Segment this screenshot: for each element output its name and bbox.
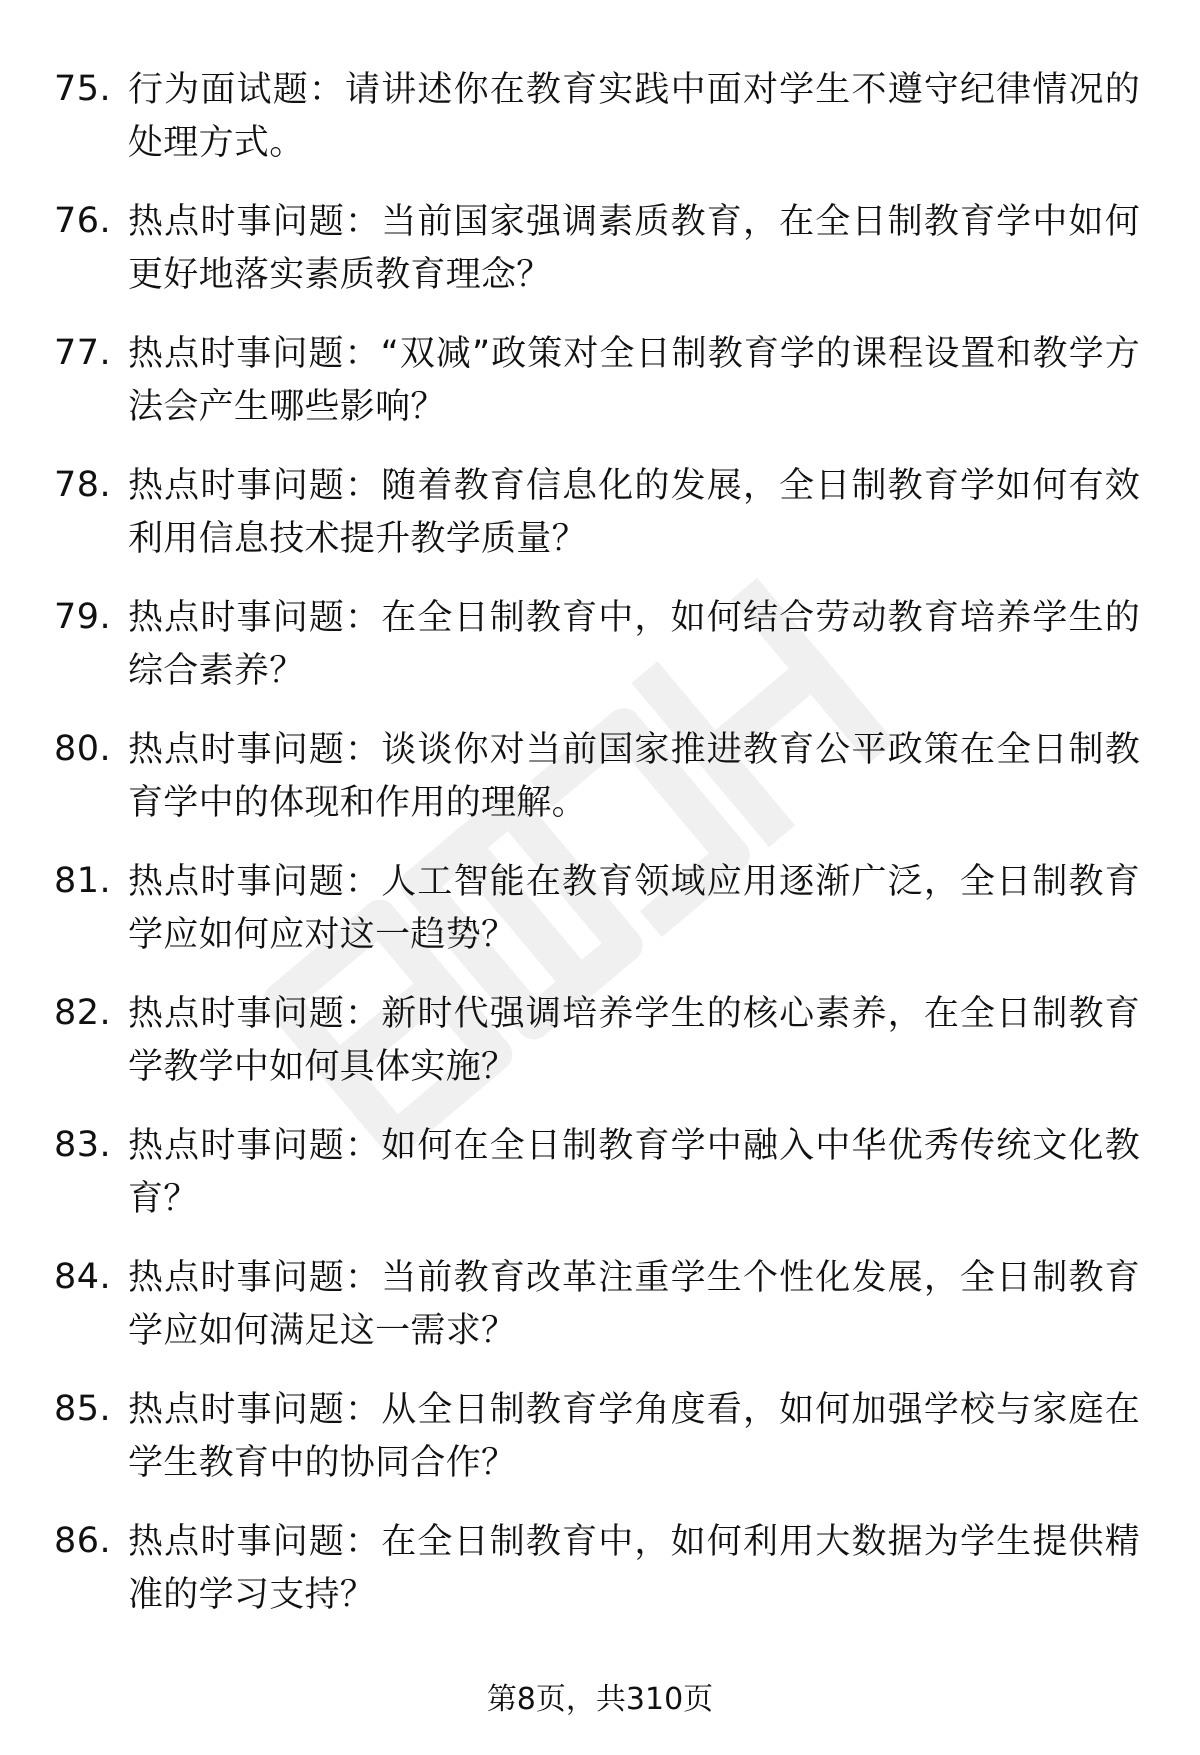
question-text: 热点时事问题：新时代强调培养学生的核心素养，在全日制教育学教学中如何具体实施？ bbox=[128, 994, 1140, 1087]
question-text: 热点时事问题：在全日制教育中，如何利用大数据为学生提供精准的学习支持？ bbox=[128, 1522, 1140, 1615]
page-footer: 第8页，共310页 bbox=[486, 1682, 714, 1717]
question-text: 热点时事问题：当前教育改革注重学生个性化发展，全日制教育学应如何满足这一需求？ bbox=[128, 1258, 1140, 1351]
question-item bbox=[0, 1512, 1200, 1630]
question-number: 86. bbox=[54, 1521, 112, 1561]
question-item bbox=[0, 1248, 1200, 1366]
question-text: 热点时事问题：在全日制教育中，如何结合劳动教育培养学生的综合素养？ bbox=[128, 598, 1140, 691]
question-number: 83. bbox=[54, 1125, 112, 1165]
question-item bbox=[0, 984, 1200, 1102]
question-number: 79. bbox=[54, 597, 112, 637]
question-number: 78. bbox=[54, 465, 112, 505]
question-text: 热点时事问题：随着教育信息化的发展，全日制教育学如何有效利用信息技术提升教学质量？ bbox=[128, 466, 1140, 559]
question-item bbox=[0, 192, 1200, 310]
question-number: 75. bbox=[54, 69, 112, 109]
question-number: 80. bbox=[54, 729, 112, 769]
question-text: 行为面试题：请讲述你在教育实践中面对学生不遵守纪律情况的处理方式。 bbox=[128, 70, 1140, 163]
question-item bbox=[0, 588, 1200, 706]
question-text: 热点时事问题：人工智能在教育领域应用逐渐广泛，全日制教育学应如何应对这一趋势？ bbox=[128, 862, 1140, 955]
question-number: 81. bbox=[54, 861, 112, 901]
question-item bbox=[0, 852, 1200, 970]
question-item bbox=[0, 456, 1200, 574]
question-number: 82. bbox=[54, 993, 112, 1033]
question-item bbox=[0, 720, 1200, 838]
question-number: 84. bbox=[54, 1257, 112, 1297]
question-list bbox=[0, 60, 1200, 1644]
question-text: 热点时事问题：“双减”政策对全日制教育学的课程设置和教学方法会产生哪些影响？ bbox=[128, 334, 1140, 427]
question-item bbox=[0, 1116, 1200, 1234]
question-item bbox=[0, 1380, 1200, 1498]
question-number: 76. bbox=[54, 201, 112, 241]
question-item bbox=[0, 324, 1200, 442]
question-text: 热点时事问题：从全日制教育学角度看，如何加强学校与家庭在学生教育中的协同合作？ bbox=[128, 1390, 1140, 1483]
question-item bbox=[0, 60, 1200, 178]
question-number: 85. bbox=[54, 1389, 112, 1429]
question-text: 热点时事问题：当前国家强调素质教育，在全日制教育学中如何更好地落实素质教育理念？ bbox=[128, 202, 1140, 295]
question-text: 热点时事问题：如何在全日制教育学中融入中华优秀传统文化教育？ bbox=[128, 1126, 1140, 1219]
question-text: 热点时事问题：谈谈你对当前国家推进教育公平政策在全日制教育学中的体现和作用的理解。 bbox=[128, 730, 1140, 823]
question-number: 77. bbox=[54, 333, 112, 373]
